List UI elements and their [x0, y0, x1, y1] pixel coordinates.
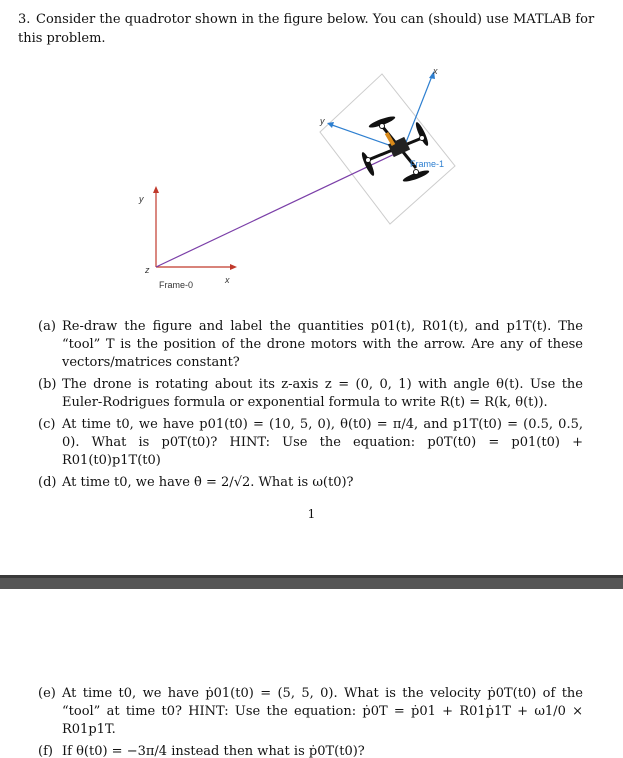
frame0-x-label: x: [225, 275, 230, 285]
frame1-y-label: y: [320, 116, 325, 126]
question-label: (d): [38, 475, 57, 490]
quadrotor-figure: [120, 62, 460, 302]
page-separator-shadow: [0, 575, 623, 578]
question-item: [38, 685, 583, 739]
question-text: At time t0, we have θ̇ = 2/√2. What is ω(t0)?: [62, 475, 354, 490]
question-label: (e): [38, 686, 56, 701]
frame0-z-label: z: [145, 265, 150, 275]
problem-number: 3.: [18, 12, 31, 27]
question-item: [38, 376, 583, 412]
page-2: [0, 589, 623, 758]
frame0-y-arrowhead: [153, 186, 159, 193]
question-text: The drone is rotating about its z-axis z = (0, 0, 1) with angle θ(t). Use the Euler-Rodrigues formula or exponential formula to write R(t) = R(k, θ(t)).: [62, 377, 583, 410]
question-text: At time t0, we have p01(t0) = (10, 5, 0), θ(t0) = π/4, and p1T(t0) = (0.5, 0.5, 0). What is p0T(t0)? HINT: Use the equation: p0T(t0) = p01(t0) + R01(t0)p1T(t0): [62, 417, 583, 468]
quadrotor-icon: [360, 114, 430, 183]
frame0-y-label: y: [139, 194, 144, 204]
question-list: [38, 318, 583, 496]
question-label: (a): [38, 319, 56, 334]
frame0-x-arrowhead: [230, 264, 237, 270]
question-label: (b): [38, 377, 57, 392]
question-text: At time t0, we have ṗ01(t0) = (5, 5, 0). What is the velocity ṗ0T(t0) of the “tool” at time t0? HINT: Use the equation: ṗ0T = ṗ01 + R01ṗ1T + ω1/0 × R01p1T.: [62, 686, 583, 737]
question-item: [38, 416, 583, 470]
frame1-x-label: x: [433, 66, 438, 76]
question-text: If θ(t0) = −3π/4 instead then what is ṗ0T(t0)?: [62, 744, 365, 758]
page-number: 1: [307, 507, 316, 521]
question-label: (c): [38, 417, 56, 432]
position-vector-p01: [156, 150, 403, 267]
figure-drawing: [120, 62, 460, 302]
question-text: Re-draw the figure and label the quantities p01(t), R01(t), and p1T(t). The “tool” T is the position of the drone motors with the arrow. Are any of these vectors/matrices constant?: [62, 319, 583, 370]
frame1-box: [320, 74, 455, 224]
question-label: (f): [38, 744, 53, 758]
problem-statement: [18, 10, 603, 48]
frame0-label: Frame-0: [159, 280, 194, 290]
question-item: [38, 743, 583, 758]
question-item: [38, 318, 583, 372]
question-list-page2: [38, 685, 583, 758]
question-item: [38, 474, 583, 492]
frame1-label: Frame-1: [410, 159, 445, 169]
problem-intro: Consider the quadrotor shown in the figure below. You can (should) use MATLAB for this problem.: [18, 12, 595, 46]
